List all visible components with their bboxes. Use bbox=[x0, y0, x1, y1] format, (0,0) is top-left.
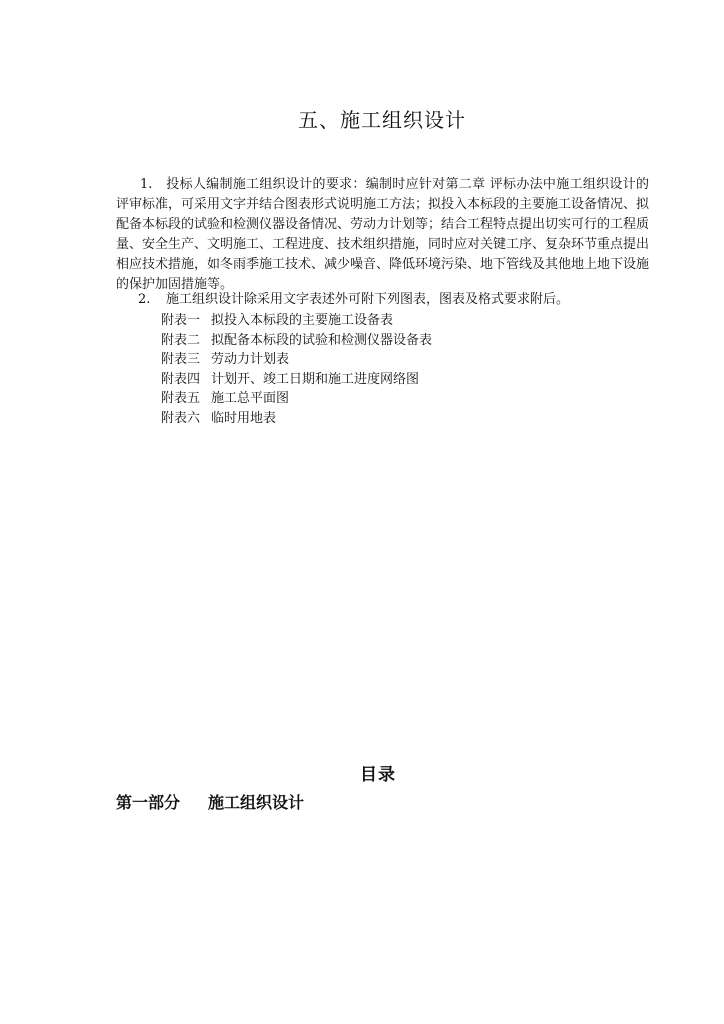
appendix-item bbox=[161, 409, 432, 429]
requirement-2 bbox=[138, 290, 649, 310]
requirement-2-text: 施工组织设计除采用文字表述外可附下列图表，图表及格式要求附后。 bbox=[166, 292, 570, 307]
toc-part-title: 施工组织设计 bbox=[208, 793, 305, 812]
appendix-label: 附表四 bbox=[161, 371, 201, 387]
appendix-label: 附表六 bbox=[161, 410, 201, 426]
appendix-item bbox=[161, 311, 432, 331]
appendix-item bbox=[161, 370, 432, 390]
appendix-title: 临时用地表 bbox=[211, 410, 277, 426]
appendix-label: 附表五 bbox=[161, 391, 201, 406]
toc-title: 目录 bbox=[360, 765, 396, 785]
appendix-title: 计划开、竣工日期和施工进度网络图 bbox=[211, 371, 420, 387]
appendix-item bbox=[161, 350, 432, 370]
appendix-title: 拟投入本标段的主要施工设备表 bbox=[211, 313, 394, 328]
appendix-item bbox=[161, 331, 432, 351]
appendix-label: 附表一 bbox=[161, 313, 201, 328]
section-title: 五、施工组织设计 bbox=[298, 108, 466, 132]
toc-part-number: 第一部分 bbox=[116, 793, 181, 812]
appendix-title: 施工总平面图 bbox=[211, 391, 290, 406]
appendix-label: 附表二 bbox=[161, 332, 201, 348]
requirement-2-number: 2. bbox=[138, 292, 151, 307]
toc-part-entry[interactable] bbox=[116, 790, 304, 813]
appendix-title: 劳动力计划表 bbox=[211, 352, 290, 367]
appendix-title: 拟配备本标段的试验和检测仪器设备表 bbox=[211, 332, 433, 348]
appendix-list bbox=[161, 311, 432, 428]
requirement-1-number: 1. bbox=[140, 177, 153, 192]
appendix-item bbox=[161, 389, 432, 409]
requirement-1-text: 投标人编制施工组织设计的要求：编制时应针对第二章 评标办法中施工组织设计的评审标准，可采用文字并结合图表形式说明施工方法；拟投入本标段的主要施工设备情况、拟配备本标段的试验和检测仪器设备情况、劳动力计划等；结合工程特点提出切实可行的工程质量、安全生产、文明施工、工程进度、技术组织措施，同时应对关键工序、复杂环节重点提出相应技术措施，如冬雨季施工技术、减少噪音、降低环境污染、地下管线及其他地上地下设施的保护加固措施等。 bbox=[116, 177, 650, 292]
requirement-1 bbox=[116, 175, 649, 295]
appendix-label: 附表三 bbox=[161, 352, 201, 367]
